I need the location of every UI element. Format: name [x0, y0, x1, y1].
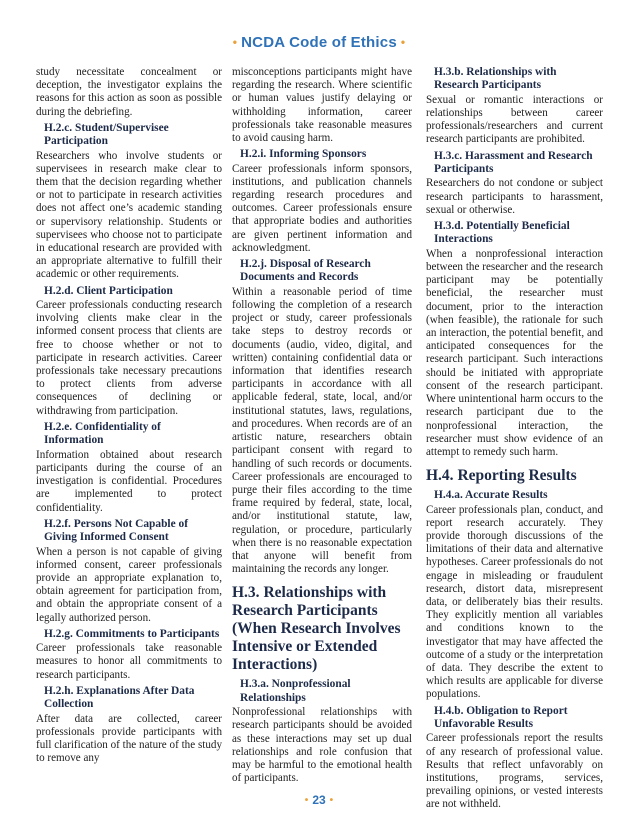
paragraph: Researchers who involve students or supervisees in research make clear to them that the decision regarding whether or not to participate in research activities does not affect one’s academic standing or supervisory relationship. Students or supervisees who choose not to participate in educational research are provided with an appropriate alternative to fulfill their academic or other requirements.: [36, 149, 222, 281]
column-3: [426, 66, 603, 812]
paragraph: misconceptions participants might have regarding the research. Where scientific or human values justify delaying or withholding information, career professionals take reasonable measures to avoid causing harm.: [232, 66, 412, 145]
paragraph: After data are collected, career professionals provide participants with full clarification of the nature of the study to remove any: [36, 712, 222, 765]
heading-h2d: H.2.d. Client Participation: [44, 284, 173, 297]
paragraph: Sexual or romantic interactions or relationships between career professionals/researchers and current research participants are prohibited.: [426, 93, 603, 146]
heading-h2e: H.2.e. Confidentiality of Information: [44, 420, 161, 447]
column-2: [232, 66, 412, 785]
paragraph: Within a reasonable period of time following the completion of a research project or study, career professionals take steps to destroy records or documents (audio, video, digital, and written) containing confidential data or information that identifies research participants in accordance with all applicable federal, state, local, and/or institutional statutes, laws, regulations, and procedures. When records are of an artistic nature, researchers obtain participant consent with regard to handling of such records or documents. Career professionals are encouraged to purge their files according to the time frame required by federal, state, local, and/or institutional statute, law, regulation, or procedure, particularly when there is no reasonable expectation that anyone will benefit from maintaining the records any longer.: [232, 285, 412, 576]
bullet-dot-icon: •: [329, 795, 334, 806]
heading-h2g: H.2.g. Commitments to Participants: [44, 627, 220, 640]
paragraph: When a person is not capable of giving informed consent, career professionals provide an appropriate explanation to, obtain agreement for participation from, and obtain the appropriate consent of a legally authorized person.: [36, 545, 222, 624]
heading-h4a: H.4.a. Accurate Results: [434, 489, 548, 502]
paragraph: When a nonprofessional interaction between the researcher and the research participant may be potentially beneficial, the researcher must document, prior to the interaction (when feasible), the rationale for such an interaction, the potential benefit, and anticipated consequences for the research participant. Such interactions should be initiated with appropriate consent of the research participant. Where unintentional harm occurs to the research participant due to the nonprofessional interaction, the researcher must show evidence of an attempt to remedy such harm.: [426, 247, 603, 458]
paragraph: Career professionals plan, conduct, and report research accurately. They provide thorough discussions of the limitations of their data and alternative hypotheses. Career professionals do not engage in misleading or fraudulent research, distort data, misrepresent data, or deliberately bias their results. They explicitly mention all variables and conditions known to the investigator that may have affected the outcome of a study or the interpretation of data. They describe the extent to which results are applicable for diverse populations.: [426, 503, 603, 701]
running-header: [0, 34, 638, 51]
heading-h2f: H.2.f. Persons Not Capable of Giving Informed Consent: [44, 517, 188, 544]
paragraph: Career professionals inform sponsors, institutions, and publication channels regarding research procedures and outcomes. Career professionals ensure that appropriate bodies and authorities are given pertinent information and acknowledgment.: [232, 162, 412, 254]
header-title: NCDA Code of Ethics: [241, 34, 397, 51]
paragraph: Researchers do not condone or subject research participants to harassment, sexual or otherwise.: [426, 177, 603, 216]
paragraph: Career professionals report the results of any research of professional value. Results that reflect unfavorably on institutions, programs, services, prevailing opinions, or vested interests are not withheld.: [426, 732, 603, 811]
heading-h2i: H.2.i. Informing Sponsors: [240, 148, 367, 161]
bullet-dot-icon: •: [400, 35, 406, 49]
page-footer: [0, 793, 638, 807]
heading-h2j: H.2.j. Disposal of Research Documents and Records: [240, 258, 371, 284]
heading-h3: H.3. Relationships with Research Participants (When Research Involves Intensive or Extended Interactions): [232, 584, 401, 674]
paragraph: Nonprofessional relationships with research participants should be avoided as these interactions may set up dual relationships and role confusion that may be harmful to the emotional health of participants.: [232, 706, 412, 785]
heading-h2c: H.2.c. Student/Supervisee Participation: [44, 121, 169, 148]
column-1: [36, 66, 222, 765]
page-number: 23: [312, 793, 326, 807]
heading-h4b: H.4.b. Obligation to Report Unfavorable Results: [434, 704, 568, 730]
paragraph: Career professionals take reasonable measures to honor all commitments to research participants.: [36, 642, 222, 681]
paragraph: Career professionals conducting research involving clients make clear in the informed consent process that clients are free to choose whether or not to participate in research activities. Career professionals take necessary precautions to protect clients from adverse consequences of declining or withdrawing from participation.: [36, 299, 222, 417]
heading-h4: H.4. Reporting Results: [426, 467, 577, 485]
heading-h3a: H.3.a. Nonprofessional Relationships: [240, 678, 351, 704]
heading-h3d: H.3.d. Potentially Beneficial Interactions: [434, 220, 570, 246]
bullet-dot-icon: •: [304, 795, 309, 806]
paragraph: Information obtained about research participants during the course of an investigation is confidential. Procedures are implemented to protect confidentiality.: [36, 448, 222, 514]
paragraph: study necessitate concealment or deception, the investigator explains the reasons for this action as soon as possible during the debriefing.: [36, 66, 222, 118]
heading-h3c: H.3.c. Harassment and Research Participants: [434, 149, 593, 176]
heading-h3b: H.3.b. Relationships with Research Participants: [434, 66, 557, 92]
heading-h2h: H.2.h. Explanations After Data Collection: [44, 684, 195, 711]
bullet-dot-icon: •: [232, 35, 238, 49]
